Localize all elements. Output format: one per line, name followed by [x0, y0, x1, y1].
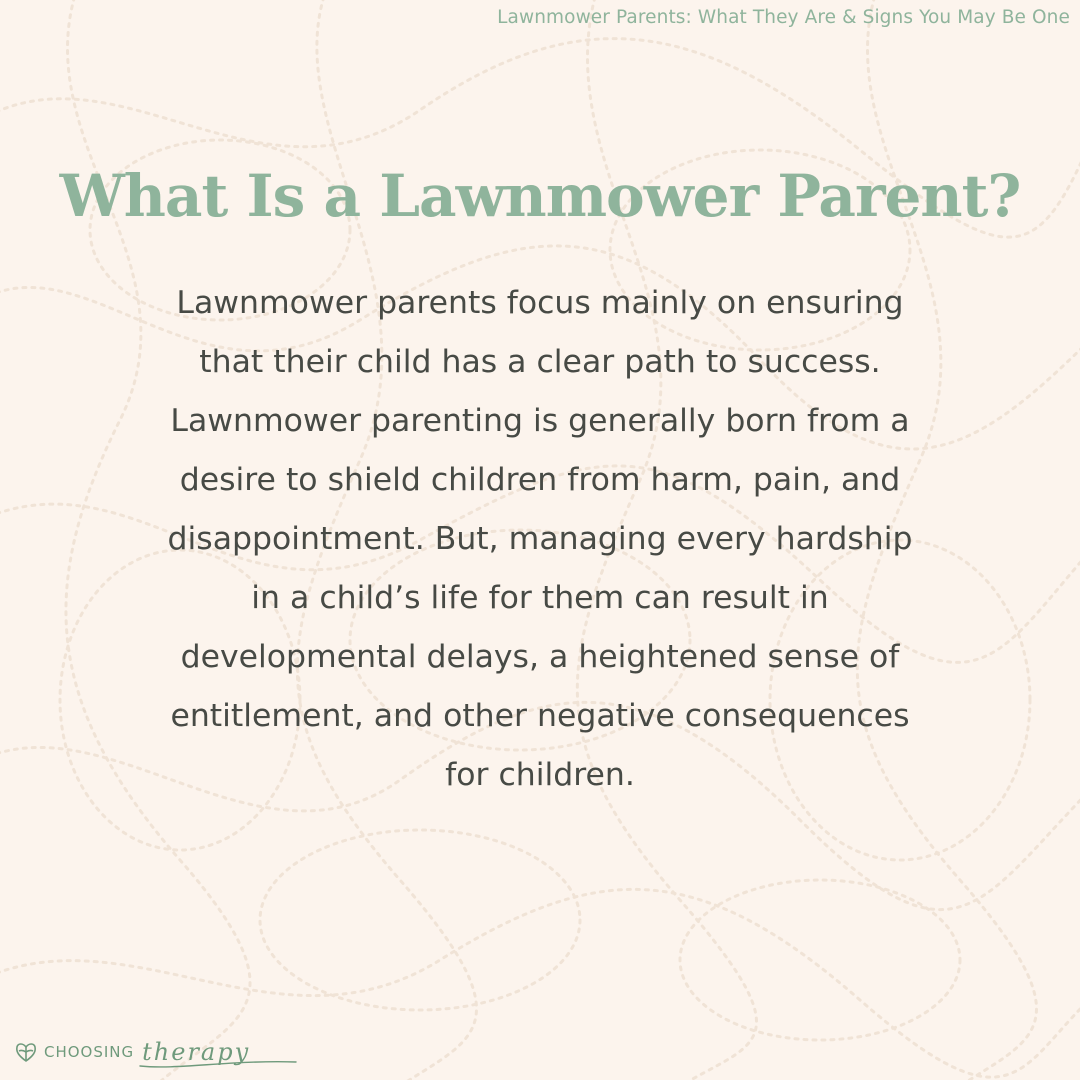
- logo-wordmark-choosing: CHOOSING: [44, 1043, 135, 1061]
- logo-therapy-text: therapy: [142, 1038, 251, 1066]
- body-line: that their child has a clear path to success.: [199, 344, 881, 380]
- page-title: What Is a Lawnmower Parent?: [59, 162, 1021, 230]
- body-line: entitlement, and other negative consequences: [170, 698, 910, 734]
- logo-wordmark-therapy: [142, 1038, 250, 1066]
- body-line: desire to shield children from harm, pain, and: [179, 462, 901, 498]
- body-line: developmental delays, a heightened sense of: [180, 639, 900, 675]
- body-paragraph: [95, 274, 985, 805]
- body-line: for children.: [445, 757, 635, 793]
- brand-logo: [14, 1038, 250, 1066]
- body-line: Lawnmower parenting is generally born from a: [170, 403, 910, 439]
- body-line: Lawnmower parents focus mainly on ensuring: [176, 285, 904, 321]
- body-line: in a child’s life for them can result in: [251, 580, 829, 616]
- page-caption: Lawnmower Parents: What They Are & Signs You May Be One: [497, 7, 1070, 28]
- body-line: disappointment. But, managing every hardship: [167, 521, 913, 557]
- logo-swash: [138, 1058, 298, 1070]
- leaf-heart-icon: [14, 1041, 38, 1063]
